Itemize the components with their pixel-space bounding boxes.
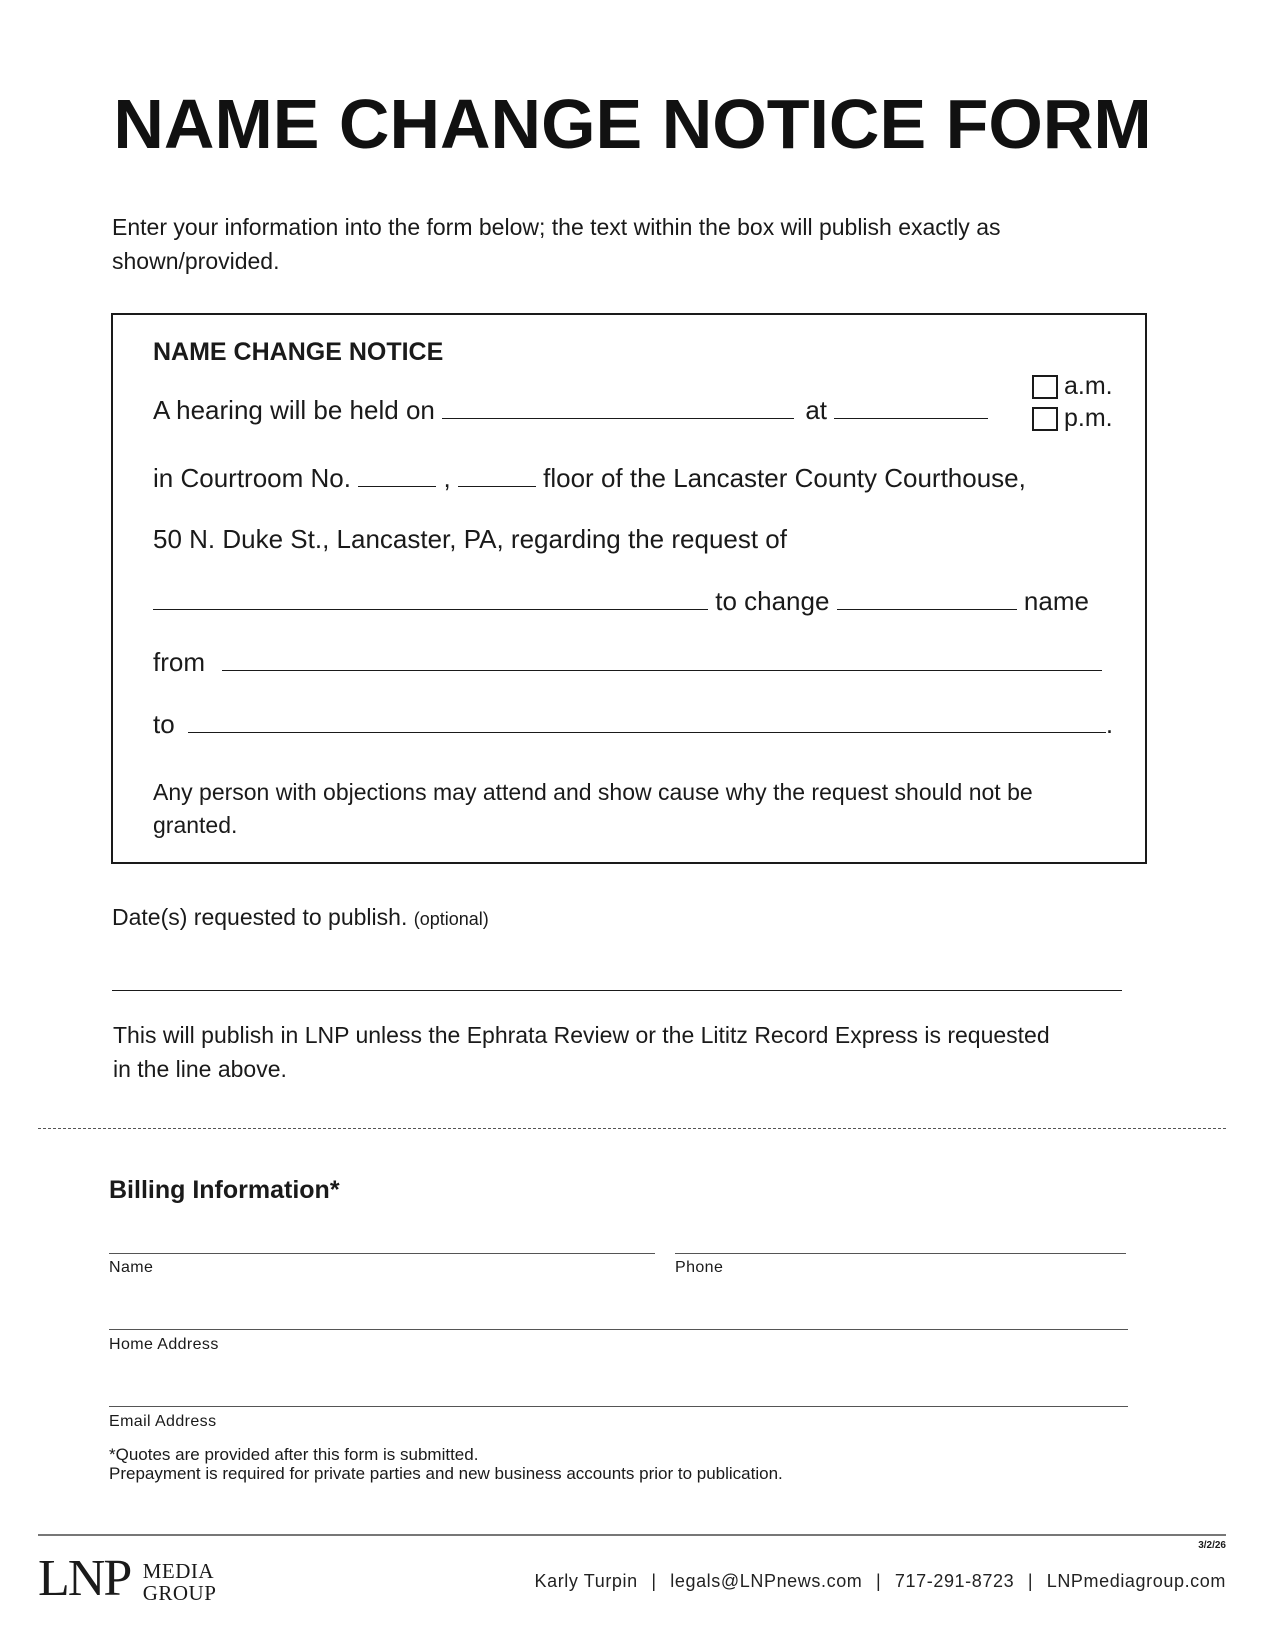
- cut-line: [38, 1128, 1226, 1129]
- to-label: to: [153, 709, 175, 739]
- contact-name: Karly Turpin: [534, 1571, 638, 1591]
- whose-name-field[interactable]: [837, 587, 1017, 610]
- am-checkbox[interactable]: [1032, 375, 1058, 399]
- courtroom-label: in Courtroom No.: [153, 463, 351, 493]
- contact-email-link[interactable]: legals@LNPnews.com: [670, 1571, 863, 1591]
- pm-label: p.m.: [1064, 404, 1113, 432]
- from-line: [153, 646, 1102, 678]
- petitioner-name-field[interactable]: [153, 587, 708, 610]
- period-text: .: [1105, 709, 1114, 739]
- to-change-label: to change: [715, 586, 830, 616]
- comma-text: ,: [443, 463, 451, 493]
- logo-lnp: LNP: [38, 1550, 131, 1607]
- contact-phone: 717-291-8723: [894, 1571, 1015, 1591]
- page-title: NAME CHANGE NOTICE FORM: [113, 85, 1152, 163]
- publish-dates-label: [112, 904, 489, 931]
- footer-contact: [535, 1571, 1227, 1592]
- to-line: [153, 708, 1113, 740]
- billing-title: Billing Information*: [109, 1176, 340, 1204]
- am-label: a.m.: [1064, 372, 1113, 400]
- separator: |: [651, 1571, 657, 1591]
- separator: |: [876, 1571, 882, 1591]
- notice-heading: NAME CHANGE NOTICE: [153, 338, 444, 366]
- floor-field[interactable]: [458, 464, 536, 487]
- optional-text: (optional): [413, 909, 489, 929]
- footer-divider: [38, 1534, 1226, 1536]
- from-label: from: [153, 647, 205, 677]
- am-option: [1032, 371, 1113, 401]
- billing-phone-field[interactable]: [675, 1253, 1126, 1254]
- objection-text: Any person with objections may attend and show cause why the request should not be granted.: [153, 779, 1033, 838]
- from-name-field[interactable]: [222, 648, 1102, 671]
- logo-media-group: [143, 1560, 217, 1604]
- publish-dates-text: Date(s) requested to publish.: [112, 904, 408, 930]
- billing-email-field[interactable]: [109, 1406, 1128, 1407]
- footnote-prepayment: Prepayment is required for private parties and new business accounts prior to publication.: [109, 1464, 783, 1483]
- floor-label: floor of the Lancaster County Courthouse,: [543, 463, 1026, 493]
- billing-footnote: [109, 1445, 1009, 1483]
- pm-checkbox[interactable]: [1032, 407, 1058, 431]
- form-version: 3/2/26: [1198, 1540, 1226, 1551]
- at-label: at: [805, 395, 828, 425]
- pm-option: [1032, 403, 1113, 433]
- billing-email-label: Email Address: [109, 1413, 217, 1430]
- separator: |: [1027, 1571, 1034, 1591]
- name-label: name: [1023, 586, 1089, 616]
- website-link[interactable]: LNPmediagroup.com: [1046, 1571, 1226, 1591]
- hearing-label: A hearing will be held on: [153, 395, 435, 425]
- publish-dates-field[interactable]: [112, 990, 1122, 991]
- billing-name-field[interactable]: [109, 1253, 655, 1254]
- lnp-logo: [38, 1550, 217, 1607]
- logo-group: GROUP: [142, 1581, 217, 1605]
- billing-name-label: Name: [109, 1259, 154, 1276]
- courtroom-number-field[interactable]: [358, 464, 436, 487]
- logo-media: MEDIA: [142, 1559, 215, 1583]
- request-line: [153, 585, 1089, 617]
- hearing-line: [153, 394, 988, 426]
- to-name-field[interactable]: [188, 710, 1106, 733]
- intro-text: Enter your information into the form below; the text within the box will publish exactly as shown/provided.: [112, 214, 1001, 274]
- billing-phone-label: Phone: [675, 1259, 724, 1276]
- billing-home-address-field[interactable]: [109, 1329, 1128, 1330]
- hearing-date-field[interactable]: [442, 396, 794, 419]
- billing-home-address-label: Home Address: [109, 1336, 219, 1353]
- hearing-time-field[interactable]: [834, 396, 988, 419]
- courtroom-line: [153, 462, 1026, 494]
- address-line: 50 N. Duke St., Lancaster, PA, regarding the request of: [153, 524, 787, 554]
- publish-note: This will publish in LNP unless the Ephrata Review or the Lititz Record Express is requested in the line above.: [113, 1022, 1050, 1082]
- footnote-quotes: *Quotes are provided after this form is submitted.: [109, 1445, 479, 1464]
